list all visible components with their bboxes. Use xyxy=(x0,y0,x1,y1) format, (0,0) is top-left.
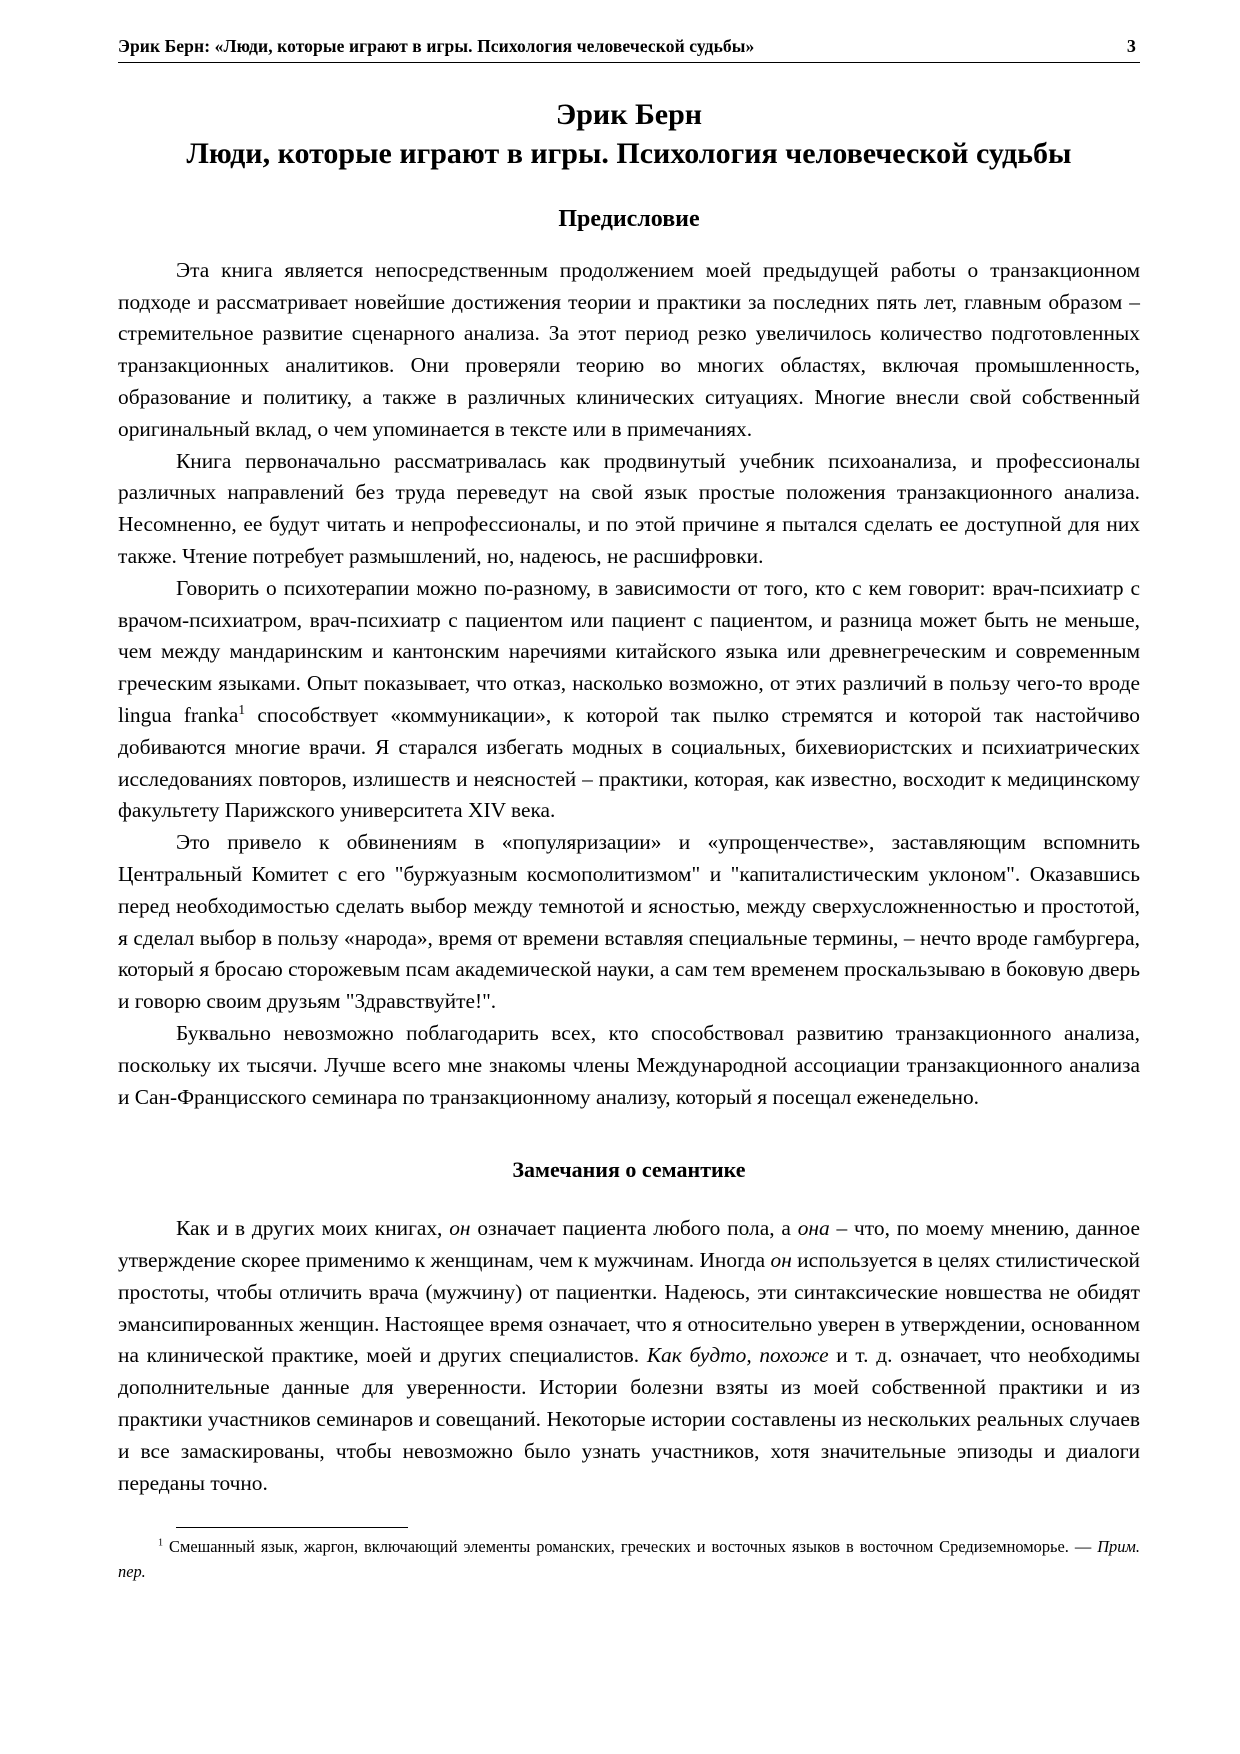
emphasis-word: она xyxy=(797,1216,830,1241)
paragraph: Это привело к обвинениям в «популяризации» и «упрощенчестве», заставляющим вспомнить Центральный Комитет с его "буржуазным космополитизмом" и "капиталистическим уклоном". Оказавшись перед необходимостью сделать выбор между темнотой и ясностью, между сверхусложненностью и простотой, я сделал выбор в пользу «народа», время от времени вставляя специальные термины, – нечто вроде гамбургера, который я бросаю сторожевым псам академической науки, а сам тем временем проскальзываю в боковую дверь и говорю своим друзьям "Здравствуйте!". xyxy=(118,830,1140,1014)
running-header xyxy=(118,36,1140,62)
paragraph-part: – что, по моему мнению, данное утверждение скорее применимо к женщинам, чем к мужчинам. Иногда xyxy=(118,1216,1140,1273)
header-divider xyxy=(118,62,1140,63)
paragraph-part: означает пациента любого пола, а xyxy=(470,1216,798,1241)
semantics-body xyxy=(118,1213,1140,1499)
paragraph-part: и т. д. означает, что необходимы дополнительные данные для уверенности. Истории болезни взяты из моей собственной практики и из практики участников семинаров и совещаний. Некоторые истории составлены из нескольких реальных случаев и все замаскированы, чтобы невозможно было узнать участников, хотя значительные эпизоды и диалоги переданы точно. xyxy=(118,1343,1140,1495)
paragraph xyxy=(118,1213,1140,1499)
footnote-area xyxy=(118,1527,1140,1584)
paragraph: Эта книга является непосредственным продолжением моей предыдущей работы о транзакционном подходе и рассматривает новейшие достижения теории и практики за последних пять лет, главным образом – стремительное развитие сценарного анализа. За этот период резко увеличилось количество подготовленных транзакционных аналитиков. Они проверяли теорию во многих областях, включая промышленность, образование и политику, а также в различных клинических ситуациях. Многие внесли свой собственный оригинальный вклад, о чем упоминается в тексте или в примечаниях. xyxy=(118,257,1140,441)
footnote-body: Смешанный язык, жаргон, включающий элементы романских, греческих и восточных языков в восточном Средиземноморье. — xyxy=(163,1537,1098,1556)
paragraph-part: Говорить о психотерапии можно по-разному, в зависимости от того, кто с кем говорит: врач-психиатр с врачом-психиатром, врач-психиатр с пациентом или пациент с пациентом, и разница может быть не меньше, чем между мандаринским и кантонским наречиями китайского языка или древнегреческим и современным греческим языками. Опыт показывает, что отказ, насколько возможно, от этих различий в пользу чего-то вроде lingua franka xyxy=(118,575,1140,727)
section-heading-semantics: Замечания о семантике xyxy=(512,1157,746,1183)
paragraph xyxy=(118,573,1140,827)
paragraph-part: Как и в других моих книгах, xyxy=(176,1216,450,1241)
footnote-reference[interactable]: 1 xyxy=(238,701,246,717)
paragraph: Буквально невозможно поблагодарить всех, кто способствовал развитию транзакционного анализа, поскольку их тысячи. Лучше всего мне знакомы члены Международной ассоциации транзакционного анализа и Сан-Францисского семинара по транзакционному анализу, который я посещал еженедельно. xyxy=(118,1020,1140,1109)
page-number: 3 xyxy=(1126,36,1136,56)
section-heading-preface: Предисловие xyxy=(558,205,700,232)
emphasis-word: он xyxy=(770,1248,792,1273)
paragraph-part: используется в целях стилистической простоты, чтобы отличить врача (мужчину) от пациентки. Надеюсь, эти синтаксические новшества не обидят эмансипированных женщин. Настоящее время означает, что я относительно уверен в утверждении, основанном на клинической практике, моей и других специалистов. xyxy=(118,1248,1140,1368)
document-title: Люди, которые играют в игры. Психология человеческой судьбы xyxy=(186,137,1072,171)
document-author: Эрик Берн xyxy=(555,98,703,131)
emphasis-phrase: Как будто, похоже xyxy=(646,1343,829,1368)
footnote-marker: 1 xyxy=(158,1537,164,1549)
running-header-title: Эрик Берн: «Люди, которые играют в игры. Психология человеческой судьбы» xyxy=(118,36,755,56)
preface-body xyxy=(118,255,1140,1114)
paragraph: Книга первоначально рассматривалась как продвинутый учебник психоанализа, и профессионалы различных направлений без труда переведут на свой язык простые положения транзакционного анализа. Несомненно, ее будут читать и непрофессионалы, и по этой причине я пытался сделать ее доступной для них также. Чтение потребует размышлений, но, надеюсь, не расшифровки. xyxy=(118,448,1140,568)
footnote xyxy=(118,1534,1140,1584)
paragraph-part: способствует «коммуникации», к которой так пылко стремятся и которой так настойчиво добиваются многие врачи. Я старался избегать модных в социальных, бихевиористских и психиатрических исследованиях повторов, излишеств и неясностей – практики, которая, как известно, восходит к медицинскому факультету Парижского университета XIV века. xyxy=(118,702,1140,823)
footnote-attribution: Прим. пер. xyxy=(118,1537,1140,1581)
footnote-divider xyxy=(176,1527,408,1528)
emphasis-word: он xyxy=(449,1216,471,1241)
